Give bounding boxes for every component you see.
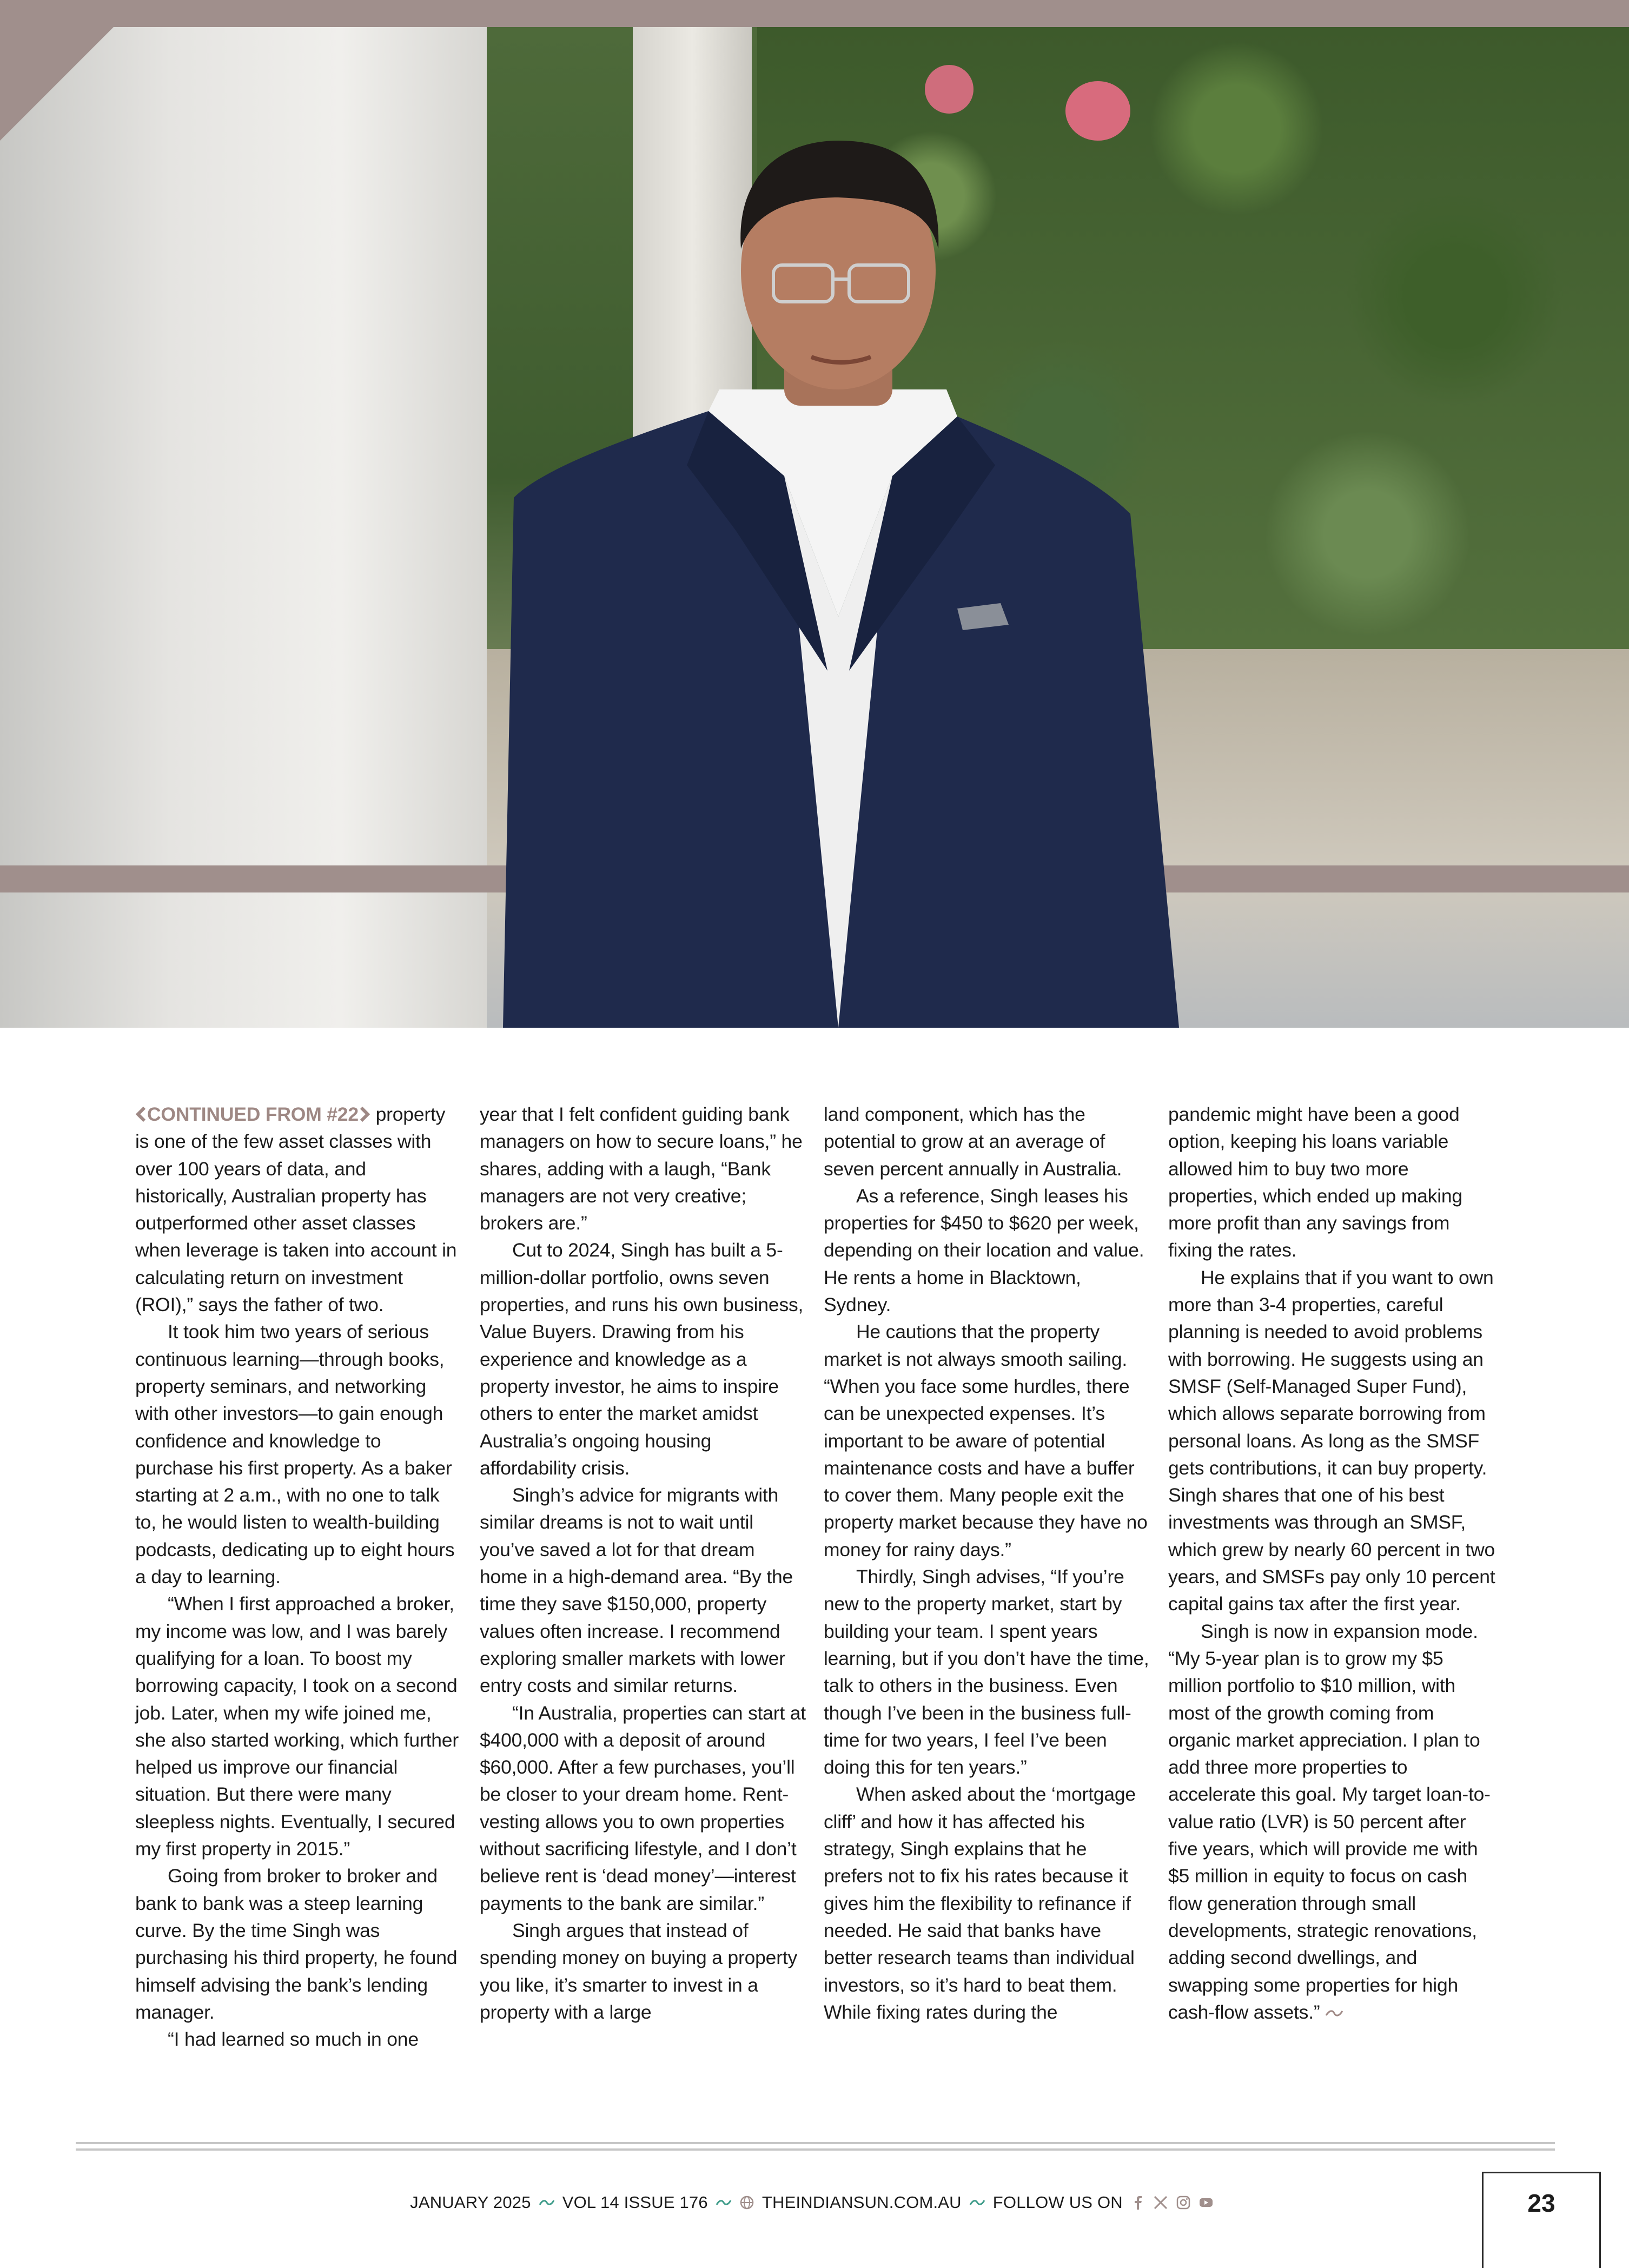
article-paragraph bbox=[135, 1101, 462, 1318]
end-mark-icon bbox=[1325, 2009, 1343, 2018]
footer-rule bbox=[76, 2148, 1555, 2151]
instagram-icon[interactable] bbox=[1176, 2195, 1191, 2210]
footer-rule bbox=[76, 2142, 1555, 2144]
footer-follow-label: FOLLOW US ON bbox=[992, 2193, 1123, 2212]
article-paragraph: Going from broker to broker and bank to bank was a steep learning curve. By the time Singh was purchasing his third property, he found himself advising the bank’s lending manager. bbox=[135, 1865, 458, 2023]
footer bbox=[0, 2192, 1629, 2213]
continued-from-label bbox=[135, 1103, 370, 1125]
article-paragraph: “I had learned so much in one bbox=[168, 2028, 419, 2051]
photo-corner-accent bbox=[0, 27, 114, 141]
article-paragraph: As a reference, Singh leases his properties for $450 to $620 per week, depending on their location and value. He rents a home in Blacktown, Sydney. bbox=[824, 1185, 1144, 1316]
article-column-4 bbox=[1168, 1101, 1495, 2026]
article-column-2 bbox=[480, 1101, 807, 2026]
article-paragraph bbox=[1168, 1618, 1495, 2026]
footer-date: JANUARY 2025 bbox=[410, 2193, 531, 2212]
article-paragraph: He cautions that the property market is not always smooth sailing. “When you face some hurdles, there can be unexpected expenses. It’s important to be aware of potential maintenance costs and have a buffer to cover them. Many people exit the property market because they have no money for rainy days.” bbox=[824, 1321, 1148, 1561]
article-paragraph: He explains that if you want to own more than 3-4 properties, careful planning is needed to avoid problems with borrowing. He suggests using an SMSF (Self-Managed Super Fund), which allows separate borrowing from personal loans. As long as the SMSF gets contributions, it can buy property. Singh shares that one of his best investments was through an SMSF, which grew by nearly 60 percent in two years, and SMSFs pay only 10 percent capital gains tax after the first year. bbox=[1168, 1266, 1495, 1615]
article-paragraph: “When I first approached a broker, my income was low, and I was barely qualifying for a loan. To boost my borrowing capacity, I took on a second job. Later, when my wife joined me, she also started working, which further helped us improve our financial situation. But there were many sleepless nights. Eventually, I secured my first property in 2015.” bbox=[135, 1593, 459, 1860]
article-paragraph-text: Singh is now in expansion mode. “My 5-year plan is to grow my $5 million portfolio to $10 million, with most of the growth coming from organic market appreciation. I plan to add three more properties to accelerate this goal. My target loan-to-value ratio (LVR) is 50 percent after five years, which will provide me with $5 million in equity to focus on cash flow generation through small developments, strategic renovations, adding second dwellings, and swapping some properties for high cash-flow assets.” bbox=[1168, 1620, 1491, 2023]
youtube-icon[interactable] bbox=[1198, 2195, 1214, 2210]
article-paragraph: Singh argues that instead of spending money on buying a property you like, it’s smarter to invest in a property with a large bbox=[480, 1919, 798, 2023]
continued-from-text: CONTINUED FROM #22 bbox=[147, 1103, 359, 1125]
article-paragraph: pandemic might have been a good option, keeping his loans variable allowed him to buy two more properties, which ended up making more profit than any savings from fixing the rates. bbox=[1168, 1103, 1462, 1261]
chevron-right-icon bbox=[359, 1106, 370, 1122]
x-icon[interactable] bbox=[1153, 2195, 1168, 2210]
chevron-left-icon bbox=[135, 1106, 147, 1122]
article-paragraph: It took him two years of serious continuous learning—through books, property seminars, and networking with other investors—to gain enough confidence and knowledge to purchase his first property. As a baker starting at 2 a.m., with no one to talk to, he would listen to wealth-building podcasts, dedicating up to eight hours a day to learning. bbox=[135, 1321, 455, 1588]
separator-squiggle-icon bbox=[539, 2199, 555, 2206]
separator-squiggle-icon bbox=[716, 2199, 732, 2206]
article-paragraph-text: property is one of the few asset classes with over 100 years of data, and historically, Australian property has outperformed other asset classes when leverage is taken into account in calculating return on investment (ROI),” says the father of two. bbox=[135, 1103, 457, 1316]
article-paragraph: Cut to 2024, Singh has built a 5-million-dollar portfolio, owns seven properties, and runs his own business, Value Buyers. Drawing from his experience and knowledge as a property investor, he aims to inspire others to enter the market amidst Australia’s ongoing housing affordability crisis. bbox=[480, 1239, 804, 1479]
facebook-icon[interactable] bbox=[1130, 2195, 1145, 2210]
article-column-3 bbox=[824, 1101, 1151, 2026]
footer-issue: VOL 14 ISSUE 176 bbox=[562, 2193, 708, 2212]
separator-squiggle-icon bbox=[969, 2199, 985, 2206]
article-paragraph: land component, which has the potential to grow at an average of seven percent annually in Australia. bbox=[824, 1103, 1122, 1180]
top-accent-band bbox=[0, 0, 1629, 27]
article-column-1 bbox=[135, 1101, 462, 2053]
page-number: 23 bbox=[1482, 2172, 1601, 2268]
globe-icon bbox=[739, 2195, 754, 2210]
portrait-figure bbox=[481, 87, 1206, 1028]
article-paragraph: Singh’s advice for migrants with similar dreams is not to wait until you’ve saved a lot for that dream home in a high-demand area. “By the time they save $150,000, property values often increase. I recommend exploring smaller markets with lower entry costs and similar returns. bbox=[480, 1484, 793, 1697]
article-paragraph: When asked about the ‘mortgage cliff’ and how it has affected his strategy, Singh explains that he prefers not to fix his rates because it gives him the flexibility to refinance if needed. He said that banks have better research teams than individual investors, so it’s hard to beat them. While fixing rates during the bbox=[824, 1783, 1136, 2023]
footer-website-link[interactable]: THEINDIANSUN.COM.AU bbox=[761, 2193, 962, 2212]
article-paragraph: year that I felt confident guiding bank managers on how to secure loans,” he shares, adding with a laugh, “Bank managers are not very creative; brokers are.” bbox=[480, 1103, 803, 1234]
article-paragraph: Thirdly, Singh advises, “If you’re new to the property market, start by building your team. I spent years learning, but if you don’t have the time, talk to others in the business. Even though I’ve been in the business full-time for two years, I feel I’ve been doing this for ten years.” bbox=[824, 1566, 1149, 1778]
feature-photo bbox=[0, 27, 1629, 1028]
article-paragraph: “In Australia, properties can start at $400,000 with a deposit of around $60,000. After a few purchases, you’ll be closer to your dream home. Rent-vesting allows you to own properties without sacrificing lifestyle, and I don’t believe rent is ‘dead money’—interest payments to the bank are similar.” bbox=[480, 1702, 806, 1914]
